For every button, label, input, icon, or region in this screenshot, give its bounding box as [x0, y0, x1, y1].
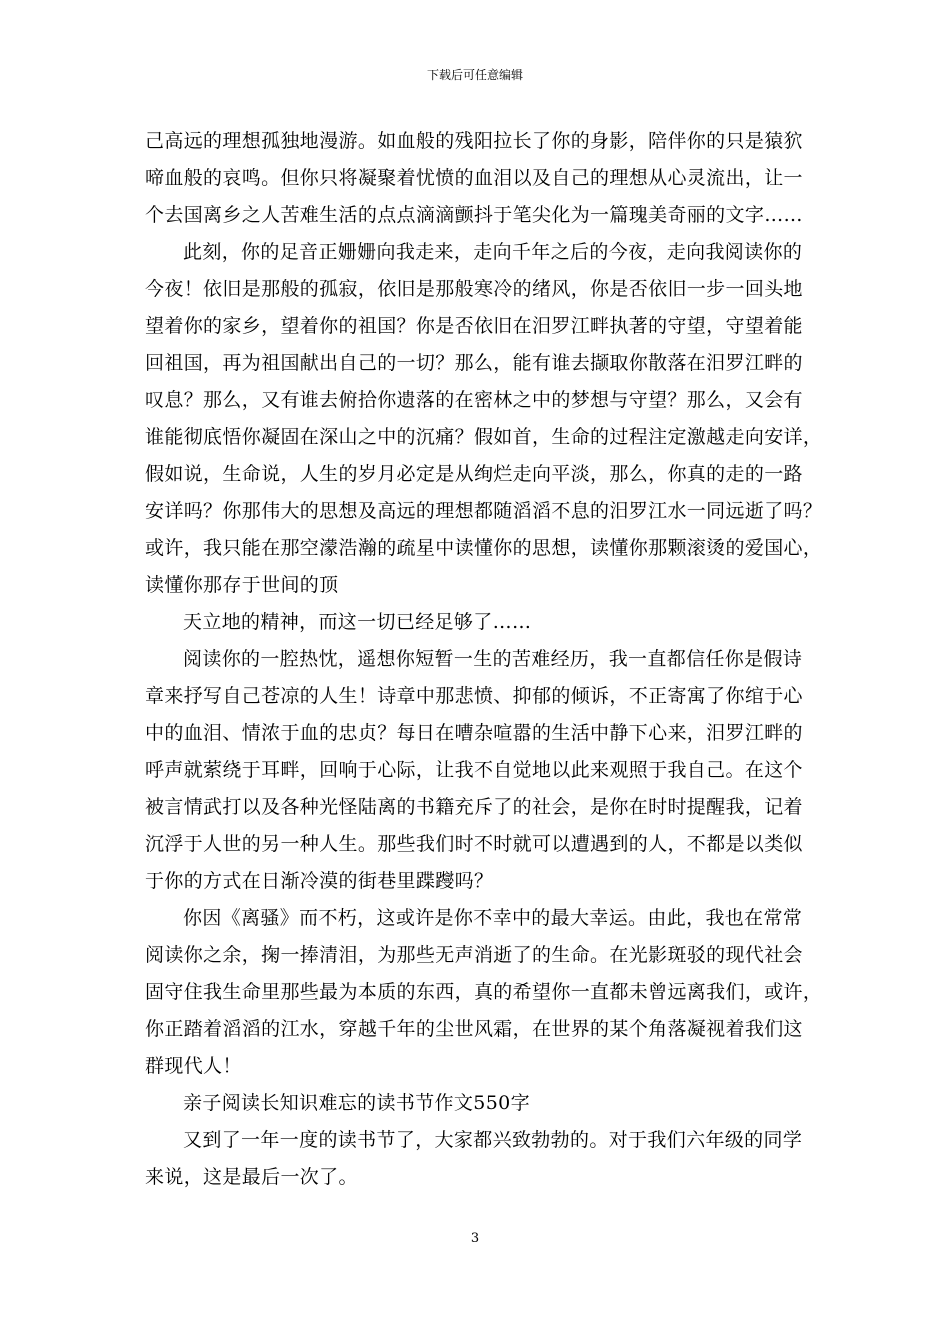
- text-line: 又到了一年一度的读书节了，大家都兴致勃勃的。对于我们六年级的同学: [183, 1129, 803, 1151]
- text-line: 你因《离骚》而不朽，这或许是你不幸中的最大幸运。由此，我也在常常: [183, 907, 803, 929]
- text-line: 固守住我生命里那些最为本质的东西，真的希望你一直都未曾远离我们，或许，: [145, 981, 823, 1003]
- text-line: 于你的方式在日渐冷漠的街巷里蹀躞吗？: [145, 870, 494, 892]
- text-line: 群现代人！: [145, 1055, 242, 1077]
- text-line: 来说，这是最后一次了。: [145, 1166, 358, 1188]
- text-line: 你正踏着滔滔的江水，穿越千年的尘世风霜，在世界的某个角落凝视着我们这: [145, 1018, 803, 1040]
- text-line: 望着你的家乡，望着你的祖国？你是否依旧在汨罗江畔执著的守望，守望着能: [145, 315, 803, 337]
- text-line: 或许，我只能在那空濛浩瀚的疏星中读懂你的思想，读懂你那颗滚烫的爱国心，: [145, 537, 823, 559]
- text-line: 章来抒写自己苍凉的人生！诗章中那悲愤、抑郁的倾诉，不正寄寓了你绾于心: [145, 685, 803, 707]
- text-line: 被言情武打以及各种光怪陆离的书籍充斥了的社会，是你在时时提醒我，记着: [145, 796, 803, 818]
- text-line: 阅读你的一腔热忱，遥想你短暂一生的苦难经历，我一直都信任你是假诗: [183, 648, 803, 670]
- text-line: 叹息？那么，又有谁去俯拾你遗落的在密林之中的梦想与守望？那么，又会有: [145, 389, 803, 411]
- text-line: 安详吗？你那伟大的思想及高远的理想都随滔滔不息的汨罗江水一同远逝了吗？: [145, 500, 823, 522]
- text-line: 此刻，你的足音正姗姗向我走来，走向千年之后的今夜，走向我阅读你的: [183, 241, 803, 263]
- text-line: 回祖国，再为祖国献出自己的一切？那么，能有谁去撷取你散落在汨罗江畔的: [145, 352, 803, 374]
- page-header: 下载后可任意编辑: [426, 68, 523, 82]
- page-number: 3: [470, 1231, 480, 1246]
- body-text: [145, 123, 821, 1196]
- text-line: 己高远的理想孤独地漫游。如血般的残阳拉长了你的身影，陪伴你的只是猿狖: [145, 130, 803, 152]
- text-line: 今夜！依旧是那般的孤寂，依旧是那般寒冷的绪风，你是否依旧一步一回头地: [145, 278, 803, 300]
- text-line: 呼声就萦绕于耳畔，回响于心际，让我不自觉地以此来观照于我自己。在这个: [145, 759, 803, 781]
- text-line: 假如说，生命说，人生的岁月必定是从绚烂走向平淡，那么，你真的走的一路: [145, 463, 803, 485]
- text-line: 阅读你之余，掬一捧清泪，为那些无声消逝了的生命。在光影斑驳的现代社会: [145, 944, 803, 966]
- text-line: 中的血泪、情浓于血的忠贞？每日在嘈杂喧嚣的生活中静下心来，汨罗江畔的: [145, 722, 803, 744]
- text-line: 啼血般的哀鸣。但你只将凝聚着忧愤的血泪以及自己的理想从心灵流出，让一: [145, 167, 803, 189]
- text-line: 沉浮于人世的另一种人生。那些我们时不时就可以遭遇到的人，不都是以类似: [145, 833, 803, 855]
- text-line: 读懂你那存于世间的顶: [145, 574, 339, 596]
- text-line: 天立地的精神，而这一切已经足够了……: [183, 611, 532, 633]
- text-line: 个去国离乡之人苦难生活的点点滴滴颤抖于笔尖化为一篇瑰美奇丽的文字……: [145, 204, 803, 226]
- text-line: 谁能彻底悟你凝固在深山之中的沉痛？假如首，生命的过程注定激越走向安详，: [145, 426, 823, 448]
- text-line: 亲子阅读长知识难忘的读书节作文550字: [183, 1092, 530, 1114]
